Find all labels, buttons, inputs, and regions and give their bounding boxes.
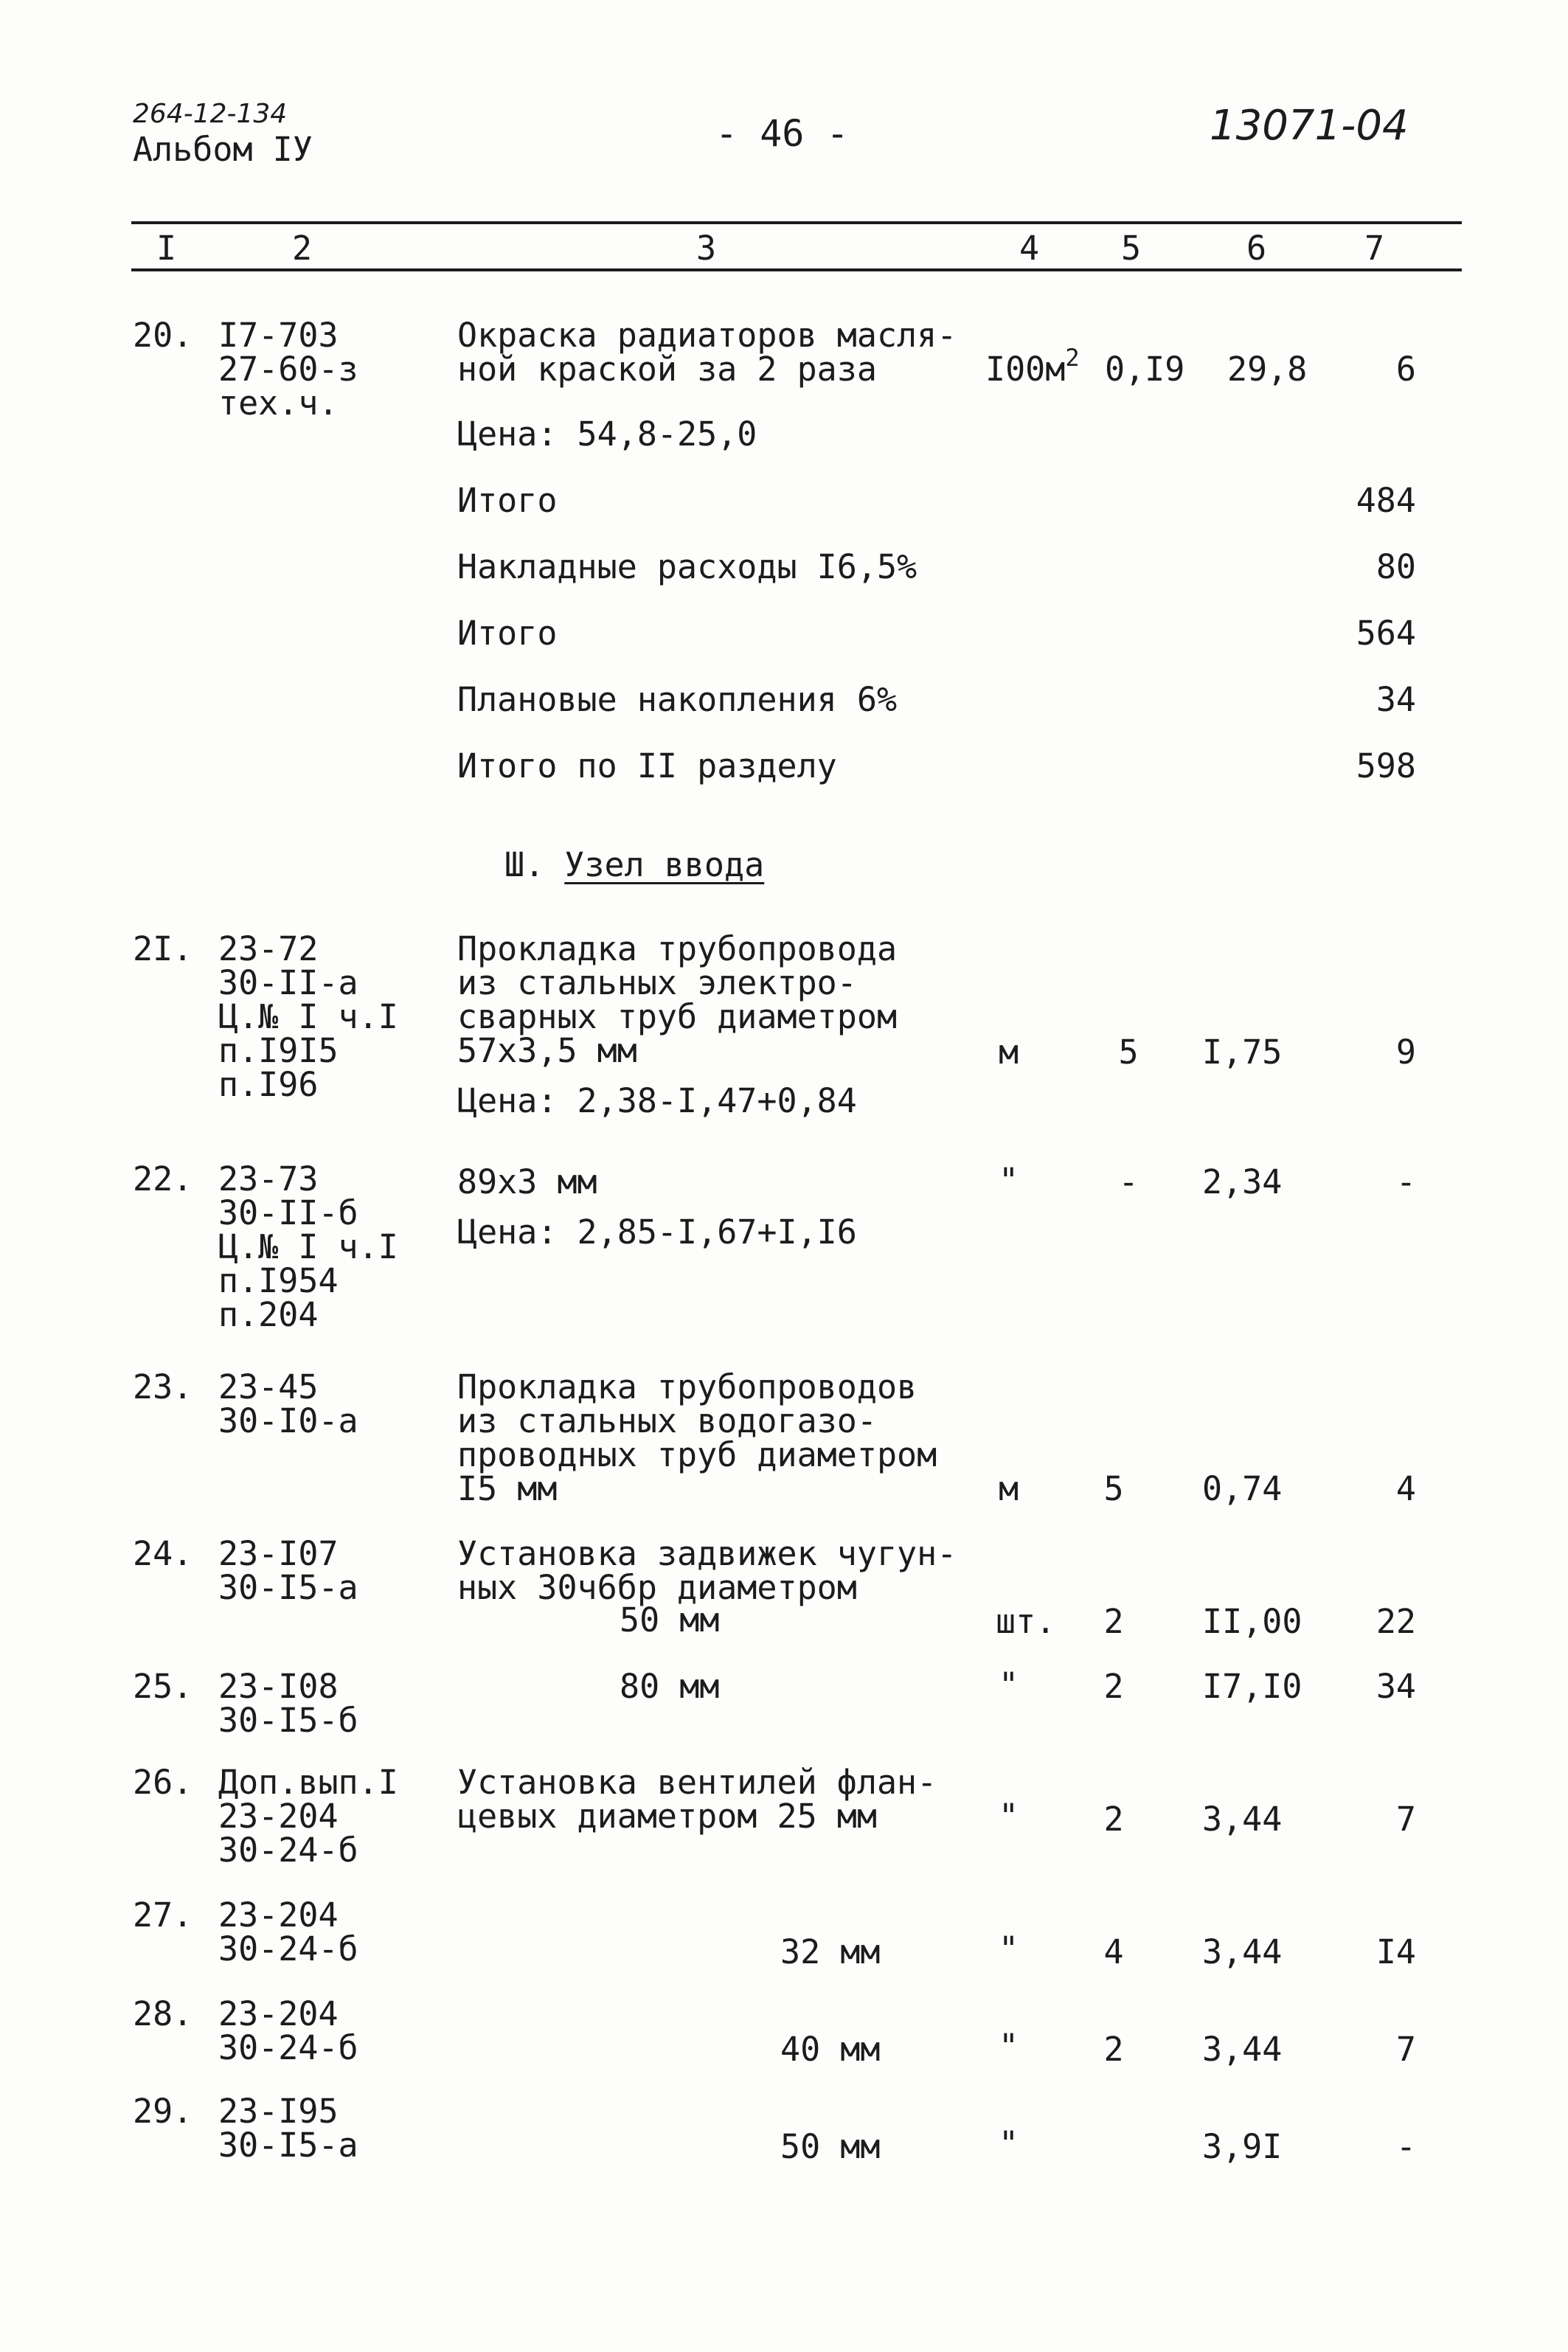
section-total-label: Итого по II разделу — [457, 746, 837, 785]
row-number: 29. — [133, 2092, 193, 2131]
row-price: 3,44 — [1202, 1932, 1283, 1971]
row-price: 0,74 — [1202, 1469, 1283, 1508]
row-quantity: 0,I9 — [1105, 350, 1185, 389]
row-description: ных 30ч6бр диаметром — [457, 1568, 857, 1607]
overhead-value: 80 — [1376, 547, 1416, 586]
row-code: 30-I5-а — [218, 1568, 358, 1607]
row-description: Установка задвижек чугун- — [457, 1534, 957, 1573]
row-total: 4 — [1395, 1469, 1416, 1508]
col-header-2: 2 — [292, 229, 313, 268]
col-header-7: 7 — [1364, 229, 1385, 268]
row-code: п.204 — [218, 1295, 319, 1334]
row-total: - — [1395, 2127, 1416, 2166]
row-price: I,75 — [1202, 1033, 1283, 1072]
unit-text: I00м — [985, 350, 1066, 389]
row-description: 50 мм — [780, 2127, 881, 2166]
row-quantity: 2 — [1103, 1667, 1124, 1706]
row-description: Прокладка трубопроводов — [457, 1367, 917, 1406]
row-description: из стальных электро- — [457, 963, 857, 1002]
row-code: I7-703 — [218, 316, 339, 355]
row-price: 2,34 — [1202, 1162, 1283, 1201]
row-code: 23-204 — [218, 1797, 339, 1836]
row-price: 3,44 — [1202, 1800, 1283, 1839]
row-code: 27-60-з — [218, 350, 358, 389]
row-quantity: 2 — [1103, 1800, 1124, 1839]
row-description: 57х3,5 мм — [457, 1031, 637, 1070]
col-header-6: 6 — [1246, 229, 1267, 268]
row-quantity: 2 — [1103, 2030, 1124, 2069]
document-number: 13071-04 — [1210, 102, 1409, 150]
section-title: Узел ввода — [564, 845, 765, 884]
row-number: 22. — [133, 1159, 193, 1198]
row-number: 27. — [133, 1895, 193, 1935]
row-price: II,00 — [1202, 1602, 1302, 1641]
price-line: Цена: 54,8-25,0 — [457, 414, 757, 454]
row-description: из стальных водогазо- — [457, 1401, 877, 1440]
section-heading — [504, 845, 765, 884]
row-total: 9 — [1395, 1033, 1416, 1072]
document-code: 264-12-134 — [133, 99, 288, 129]
row-code: п.I96 — [218, 1065, 319, 1104]
row-unit: " — [999, 1797, 1019, 1836]
row-code: Ц.№ I ч.I — [218, 997, 398, 1036]
row-number: 26. — [133, 1763, 193, 1802]
row-code: 23-I08 — [218, 1667, 339, 1706]
row-description: ной краской за 2 раза — [457, 350, 877, 389]
album-label: Альбом IУ — [133, 130, 313, 169]
price-line: Цена: 2,38-I,47+0,84 — [457, 1081, 857, 1120]
unit-superscript: 2 — [1065, 344, 1080, 372]
row-unit: " — [999, 2027, 1019, 2066]
row-code: 30-II-а — [218, 963, 358, 1002]
row-price: I7,I0 — [1202, 1667, 1302, 1706]
row-code: 30-I5-а — [218, 2126, 358, 2165]
row-code: 30-24-б — [218, 2028, 358, 2067]
subtotal-label: Итого — [457, 481, 558, 520]
header-bottom-rule — [131, 268, 1462, 271]
row-unit — [985, 344, 1080, 389]
row-code: 30-II-б — [218, 1193, 358, 1232]
row-unit: " — [999, 1929, 1019, 1968]
row-total: I4 — [1376, 1932, 1416, 1971]
row-description: Установка вентилей флан- — [457, 1763, 937, 1802]
row-price: 3,44 — [1202, 2030, 1283, 2069]
row-code: тех.ч. — [218, 384, 339, 423]
row-price: 29,8 — [1227, 350, 1308, 389]
row-total: 34 — [1376, 1667, 1416, 1706]
row-description: 32 мм — [780, 1932, 881, 1971]
section-number: Ш. — [504, 845, 545, 884]
planned-savings-label: Плановые накопления 6% — [457, 680, 898, 719]
row-code: 30-24-б — [218, 1929, 358, 1968]
row-code: 23-I07 — [218, 1534, 339, 1573]
planned-savings-value: 34 — [1376, 680, 1416, 719]
row-description: I5 мм — [457, 1469, 558, 1508]
row-code: 30-I5-б — [218, 1701, 358, 1740]
row-description: 50 мм — [620, 1600, 720, 1640]
row-number: 28. — [133, 1994, 193, 2033]
row-number: 24. — [133, 1534, 193, 1573]
col-header-4: 4 — [1019, 229, 1040, 268]
row-code: 23-45 — [218, 1367, 319, 1406]
row-code: 23-73 — [218, 1159, 319, 1198]
subtotal-value: 484 — [1356, 481, 1416, 520]
row-description: 80 мм — [620, 1667, 720, 1706]
row-description: 40 мм — [780, 2030, 881, 2069]
row-unit: " — [999, 1665, 1019, 1704]
row-quantity: 4 — [1103, 1932, 1124, 1971]
col-header-5: 5 — [1121, 229, 1142, 268]
subtotal-label: Итого — [457, 614, 558, 653]
row-code: п.I9I5 — [218, 1031, 339, 1070]
price-line: Цена: 2,85-I,67+I,I6 — [457, 1213, 857, 1252]
row-description: Окраска радиаторов масля- — [457, 316, 957, 355]
row-description: Прокладка трубопровода — [457, 929, 898, 968]
row-description: сварных труб диаметром — [457, 997, 898, 1036]
row-total: 22 — [1376, 1602, 1416, 1641]
row-total: - — [1395, 1162, 1416, 1201]
row-description: проводных труб диаметром — [457, 1435, 937, 1474]
row-unit: м — [999, 1033, 1019, 1072]
row-unit: шт. — [996, 1602, 1056, 1641]
row-code: п.I954 — [218, 1261, 339, 1300]
col-header-3: 3 — [696, 229, 717, 268]
row-code: Доп.вып.I — [218, 1763, 398, 1802]
row-quantity: 2 — [1103, 1602, 1124, 1641]
row-price: 3,9I — [1202, 2127, 1283, 2166]
header-top-rule — [131, 221, 1462, 224]
row-number: 25. — [133, 1667, 193, 1706]
row-code: 23-I95 — [218, 2092, 339, 2131]
row-description: 89х3 мм — [457, 1162, 597, 1201]
row-quantity: - — [1118, 1162, 1139, 1201]
row-total: 7 — [1395, 2030, 1416, 2069]
row-total: 7 — [1395, 1800, 1416, 1839]
row-number: 2I. — [133, 929, 193, 968]
row-description: цевых диаметром 25 мм — [457, 1797, 877, 1836]
row-code: Ц.№ I ч.I — [218, 1227, 398, 1266]
row-unit: " — [999, 1161, 1019, 1200]
row-number: 23. — [133, 1367, 193, 1406]
page-number: - 46 - — [715, 112, 849, 155]
row-code: 23-204 — [218, 1895, 339, 1935]
row-total: 6 — [1395, 350, 1416, 389]
row-code: 23-204 — [218, 1994, 339, 2033]
col-header-1: I — [156, 229, 177, 268]
row-number: 20. — [133, 316, 193, 355]
row-quantity: 5 — [1118, 1033, 1139, 1072]
overhead-label: Накладные расходы I6,5% — [457, 547, 917, 586]
row-unit: " — [999, 2124, 1019, 2163]
row-code: 30-I0-а — [218, 1401, 358, 1440]
row-unit: м — [999, 1469, 1019, 1508]
row-code: 23-72 — [218, 929, 319, 968]
row-quantity: 5 — [1103, 1469, 1124, 1508]
row-code: 30-24-б — [218, 1831, 358, 1870]
section-total-value: 598 — [1356, 746, 1416, 785]
subtotal-value: 564 — [1356, 614, 1416, 653]
